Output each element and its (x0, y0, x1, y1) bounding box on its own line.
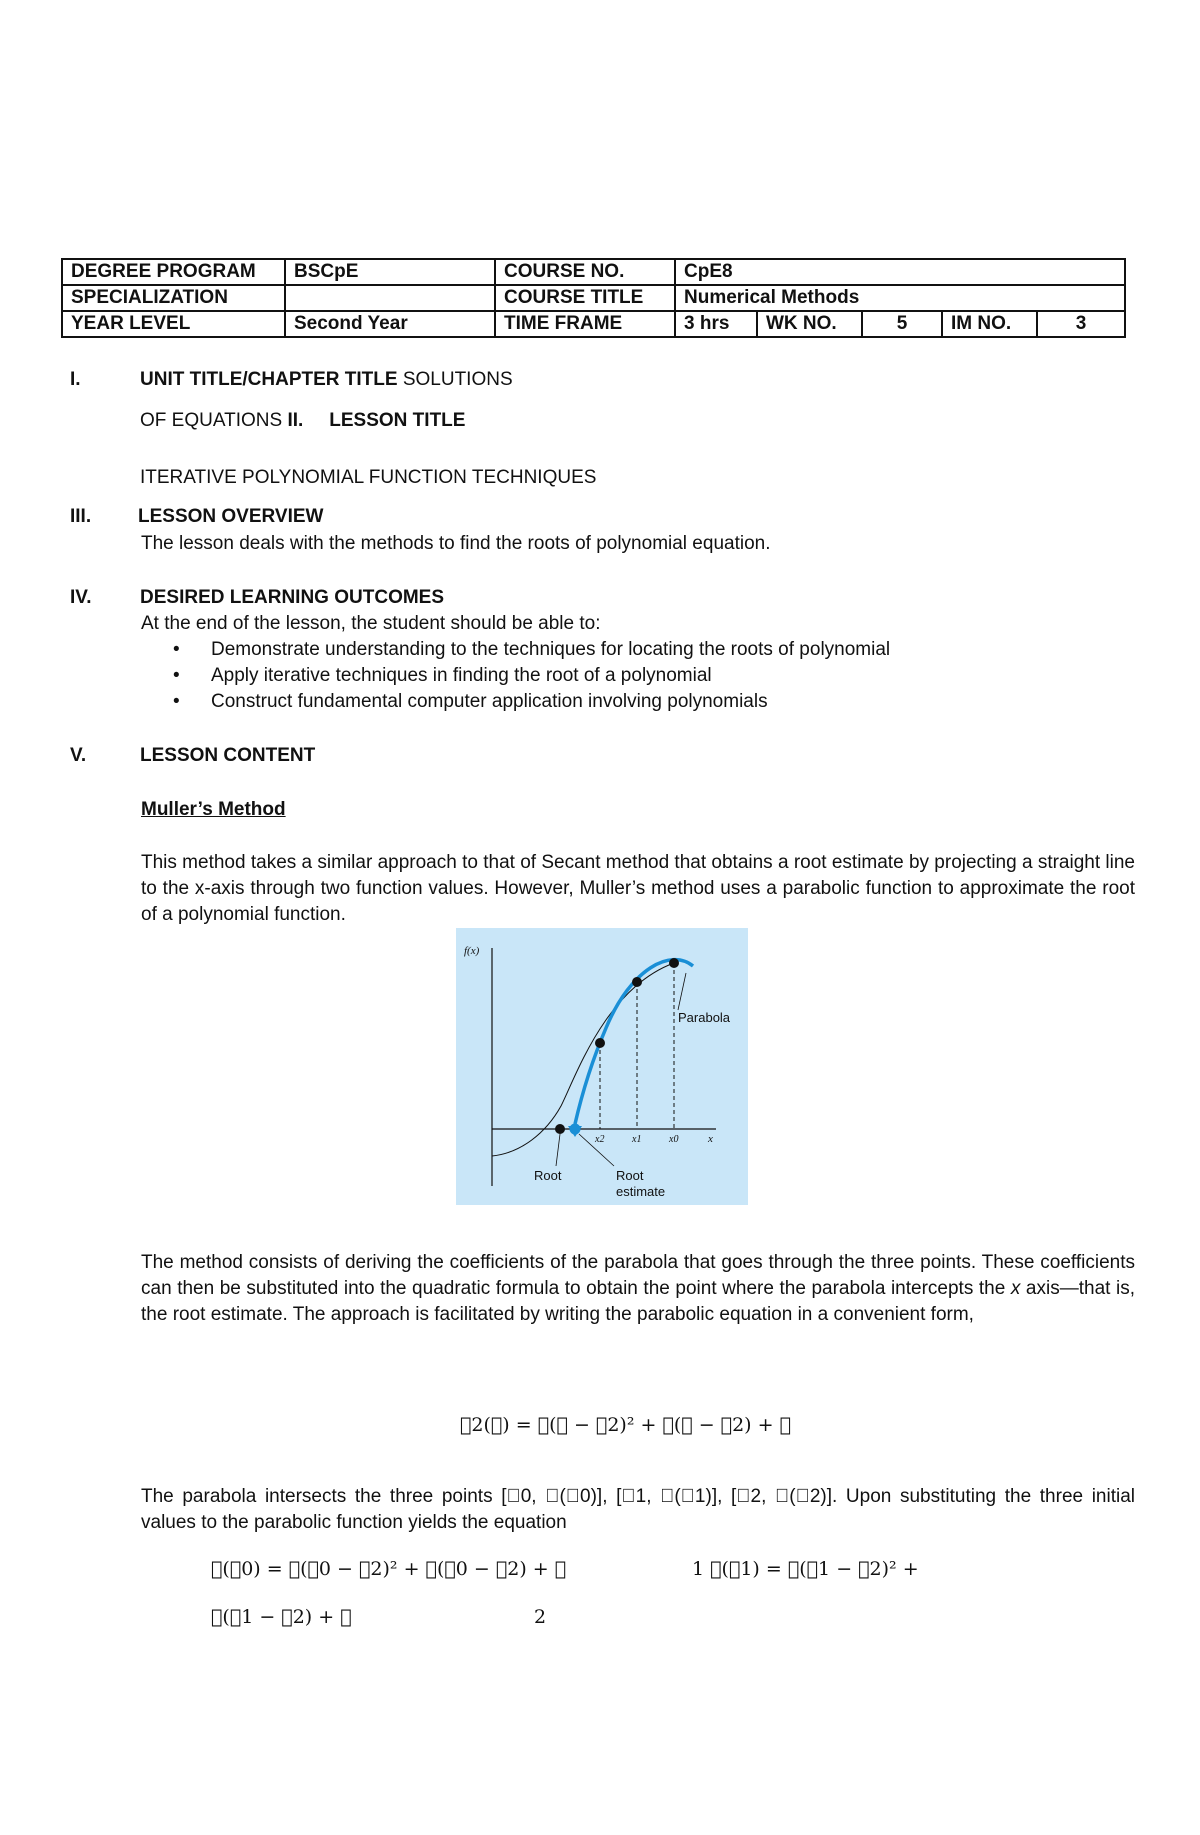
list-item: • Demonstrate understanding to the techniques for locating the roots of polynomial (141, 637, 1101, 663)
specialization-value (285, 285, 495, 311)
section-1-text-b: OF EQUATIONS (140, 410, 288, 431)
parabolic-equation: 􏰃2(􏰀) = 􏰁(􏰀 − 􏰀2)² + 􏰂(􏰀 − 􏰀2) + 􏰃 (460, 1414, 791, 1436)
equation-number-2: 2 (534, 1606, 547, 1628)
list-item: • Construct fundamental computer application involving polynomials (141, 689, 1101, 715)
figure-svg (456, 928, 748, 1205)
section-3-number: III. (70, 506, 92, 527)
point-x1 (632, 977, 642, 987)
course-title-value: Numerical Methods (675, 285, 1125, 311)
degree-program-value: BSCpE (285, 259, 495, 285)
method-intro-paragraph: This method takes a similar approach to that of Secant method that obtains a root estimate by projecting a straight line to the x-axis through two function values. However, Muller’s method uses a parabolic function to approximate the root of a polynomial function. (141, 852, 1135, 925)
root-label: Root (534, 1168, 562, 1183)
bullet: • (173, 665, 180, 686)
year-level-value: Second Year (285, 311, 495, 337)
degree-program-label: DEGREE PROGRAM (62, 259, 285, 285)
section-5-title: LESSON CONTENT (140, 745, 316, 766)
x-variable: x (1010, 1278, 1021, 1299)
course-no-label: COURSE NO. (495, 259, 675, 285)
im-no-label: IM NO. (942, 311, 1037, 337)
mullers-method-heading: Muller’s Method (141, 799, 286, 820)
point-x2 (595, 1038, 605, 1048)
course-no-value: CpE8 (675, 259, 1125, 285)
intersection-paragraph: The parabola intersects the three points [􏰀0, 􏰄(􏰀0)], [􏰀1, 􏰄(􏰀1)], [􏰀2, 􏰄(􏰀2)]. Upon substituting the three initial values to the parabolic function yields the equation (141, 1486, 1135, 1533)
point-x0 (669, 958, 679, 968)
section-1-heading (140, 367, 513, 393)
bullet: • (173, 691, 180, 712)
function-curve (492, 963, 674, 1156)
coefficients-paragraph: The method consists of deriving the coefficients of the parabola that goes through the three points. These coefficients can then be substituted into the quadratic formula to obtain the point where the parabola intercepts the x axis—that is, the root estimate. The approach is facilitated by writing the parabolic equation in a convenient form, (141, 1252, 1135, 1325)
equation-f-x1: 1 􏰄(􏰀1) = 􏰁(􏰀1 − 􏰀2)² + (692, 1558, 919, 1580)
equation-f-x0: 􏰄(􏰀0) = 􏰁(􏰀0 − 􏰀2)² + 􏰂(􏰀0 − 􏰀2) + 􏰃 (211, 1558, 567, 1580)
x1-label: x1 (632, 1134, 642, 1145)
wk-no-label: WK NO. (757, 311, 862, 337)
x0-label: x0 (669, 1134, 679, 1145)
point-root-estimate (570, 1124, 581, 1135)
root-estimate-label-1: Root (616, 1168, 644, 1183)
muller-parabola-figure (456, 928, 748, 1205)
root-pointer (556, 1134, 560, 1166)
time-frame-value: 3 hrs (675, 311, 757, 337)
parabola-pointer (678, 973, 686, 1010)
list-item: • Apply iterative techniques in finding the root of a polynomial (141, 663, 1101, 689)
root-estimate-label-2: estimate (616, 1184, 666, 1199)
section-1-continued (140, 408, 465, 434)
section-3-title: LESSON OVERVIEW (138, 506, 324, 527)
section-1-text-a: SOLUTIONS (397, 369, 513, 390)
section-2-number: II. (287, 410, 304, 431)
lesson-title-text: ITERATIVE POLYNOMIAL FUNCTION TECHNIQUES (140, 467, 597, 488)
section-1-title: UNIT TITLE/CHAPTER TITLE (140, 369, 398, 390)
im-no-value: 3 (1037, 311, 1125, 337)
section-2-title: LESSON TITLE (329, 410, 466, 431)
section-4-number: IV. (70, 587, 92, 608)
course-title-label: COURSE TITLE (495, 285, 675, 311)
y-axis-label: f(x) (464, 945, 480, 957)
bullet: • (173, 639, 180, 660)
section-1-number: I. (70, 369, 81, 390)
year-level-label: YEAR LEVEL (62, 311, 285, 337)
point-root (555, 1124, 565, 1134)
lesson-overview-text: The lesson deals with the methods to find the roots of polynomial equation. (141, 533, 771, 554)
section-5-number: V. (70, 745, 87, 766)
course-header-table (61, 258, 1126, 338)
learning-outcomes-intro: At the end of the lesson, the student should be able to: (141, 613, 601, 634)
parabola-label: Parabola (678, 1010, 731, 1025)
x-axis-label: x (708, 1133, 713, 1145)
equation-f-x1-continued: 􏰂(􏰀1 − 􏰀2) + 􏰃 (211, 1606, 352, 1628)
specialization-label: SPECIALIZATION (62, 285, 285, 311)
time-frame-label: TIME FRAME (495, 311, 675, 337)
x2-label: x2 (595, 1134, 605, 1145)
section-4-title: DESIRED LEARNING OUTCOMES (140, 587, 445, 608)
learning-outcomes-list (141, 637, 1101, 715)
wk-no-value: 5 (862, 311, 942, 337)
